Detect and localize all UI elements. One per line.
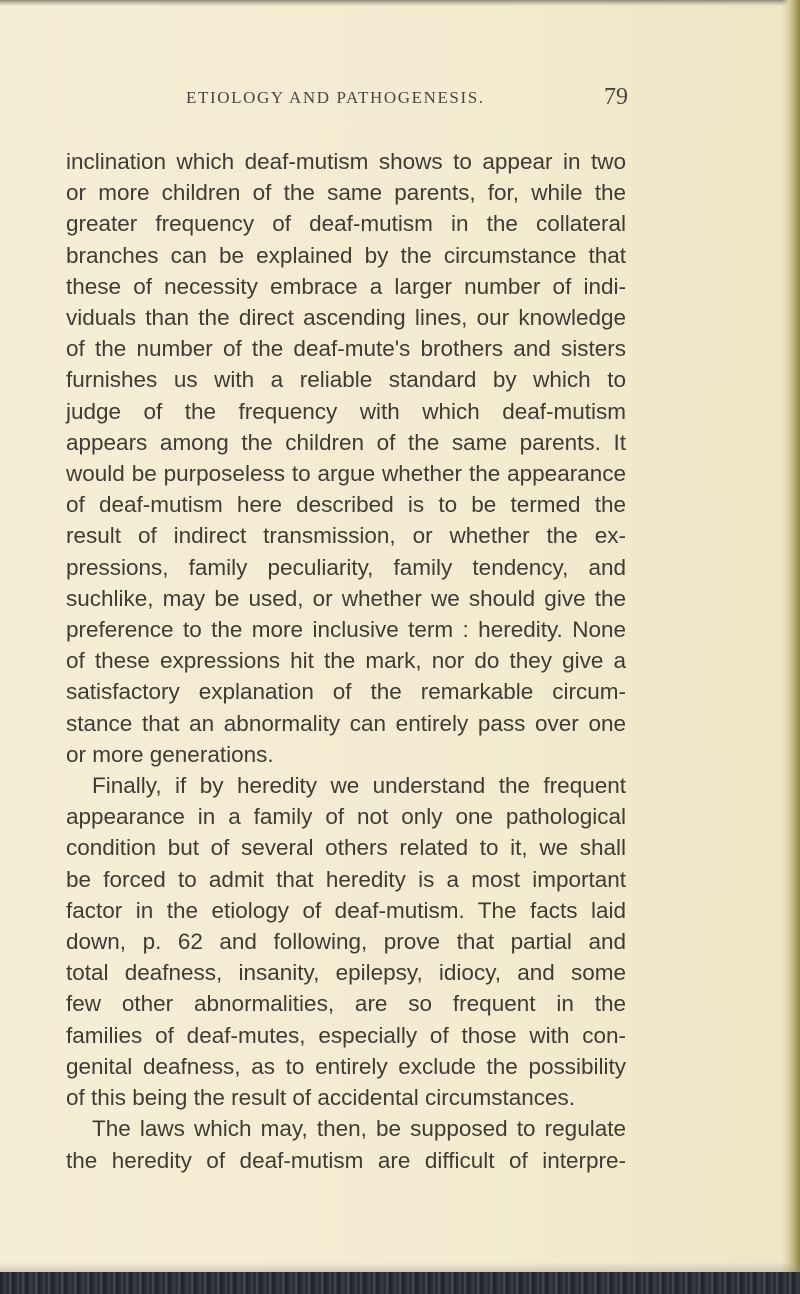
page-right-edge <box>782 0 800 1294</box>
text-line: pressions, family peculiarity, family tendency, and <box>66 554 626 580</box>
text-line: condition but of several others related to it, we shall <box>66 835 626 861</box>
text-line: or more generations. <box>66 741 274 767</box>
text-line: preference to the more inclusive term : heredity. None <box>66 617 626 643</box>
text-line: satisfactory explanation of the remarkable circum- <box>66 679 626 705</box>
text-line: the heredity of deaf-mutism are difficult of interpre- <box>66 1147 626 1173</box>
text-line: few other abnormalities, are so frequent in the <box>66 991 626 1017</box>
scan-bottom-band <box>0 1272 800 1294</box>
text-line: down, p. 62 and following, prove that partial and <box>66 929 626 955</box>
text-line: branches can be explained by the circumstance that <box>66 242 626 268</box>
text-line: appears among the children of the same parents. It <box>66 429 626 455</box>
text-line: The laws which may, then, be supposed to regulate <box>92 1116 626 1142</box>
text-line: families of deaf-mutes, especially of those with con- <box>66 1022 626 1048</box>
text-line: these of necessity embrace a larger number of indi- <box>66 273 626 299</box>
page-top-edge <box>0 0 800 6</box>
text-line: result of indirect transmission, or whether the ex- <box>66 523 626 549</box>
page-header <box>0 84 800 118</box>
text-line: or more children of the same parents, for, while the <box>66 180 626 206</box>
text-line: factor in the etiology of deaf-mutism. The facts laid <box>66 897 626 923</box>
text-line: stance that an abnormality can entirely pass over one <box>66 710 626 736</box>
text-line: suchlike, may be used, or whether we should give the <box>66 585 626 611</box>
text-line: appearance in a family of not only one pathological <box>66 804 626 830</box>
page-number: 79 <box>604 84 628 110</box>
text-line: of this being the result of accidental circumstances. <box>66 1085 576 1111</box>
body-text <box>66 146 626 1176</box>
text-line: inclination which deaf-mutism shows to appear in two <box>66 149 626 174</box>
text-line: furnishes us with a reliable standard by which to <box>66 367 626 393</box>
text-line: of deaf-mutism here described is to be termed the <box>66 492 626 518</box>
running-head: ETIOLOGY AND PATHOGENESIS. <box>186 88 485 107</box>
text-line: be forced to admit that heredity is a most important <box>66 866 626 892</box>
text-line: Finally, if by heredity we understand the frequent <box>92 773 626 799</box>
text-line: total deafness, insanity, epilepsy, idiocy, and some <box>66 960 626 986</box>
text-line: of the number of the deaf-mute's brothers and sisters <box>66 336 626 362</box>
text-line: of these expressions hit the mark, nor do they give a <box>66 648 626 674</box>
text-line: genital deafness, as to entirely exclude the possibility <box>66 1053 626 1079</box>
page-bottom-shadow <box>0 1262 800 1272</box>
text-line: viduals than the direct ascending lines, our knowledge <box>66 305 626 331</box>
text-line: judge of the frequency with which deaf-mutism <box>66 398 626 424</box>
text-line: would be purposeless to argue whether the appearance <box>66 461 626 487</box>
text-line: greater frequency of deaf-mutism in the collateral <box>66 211 626 237</box>
